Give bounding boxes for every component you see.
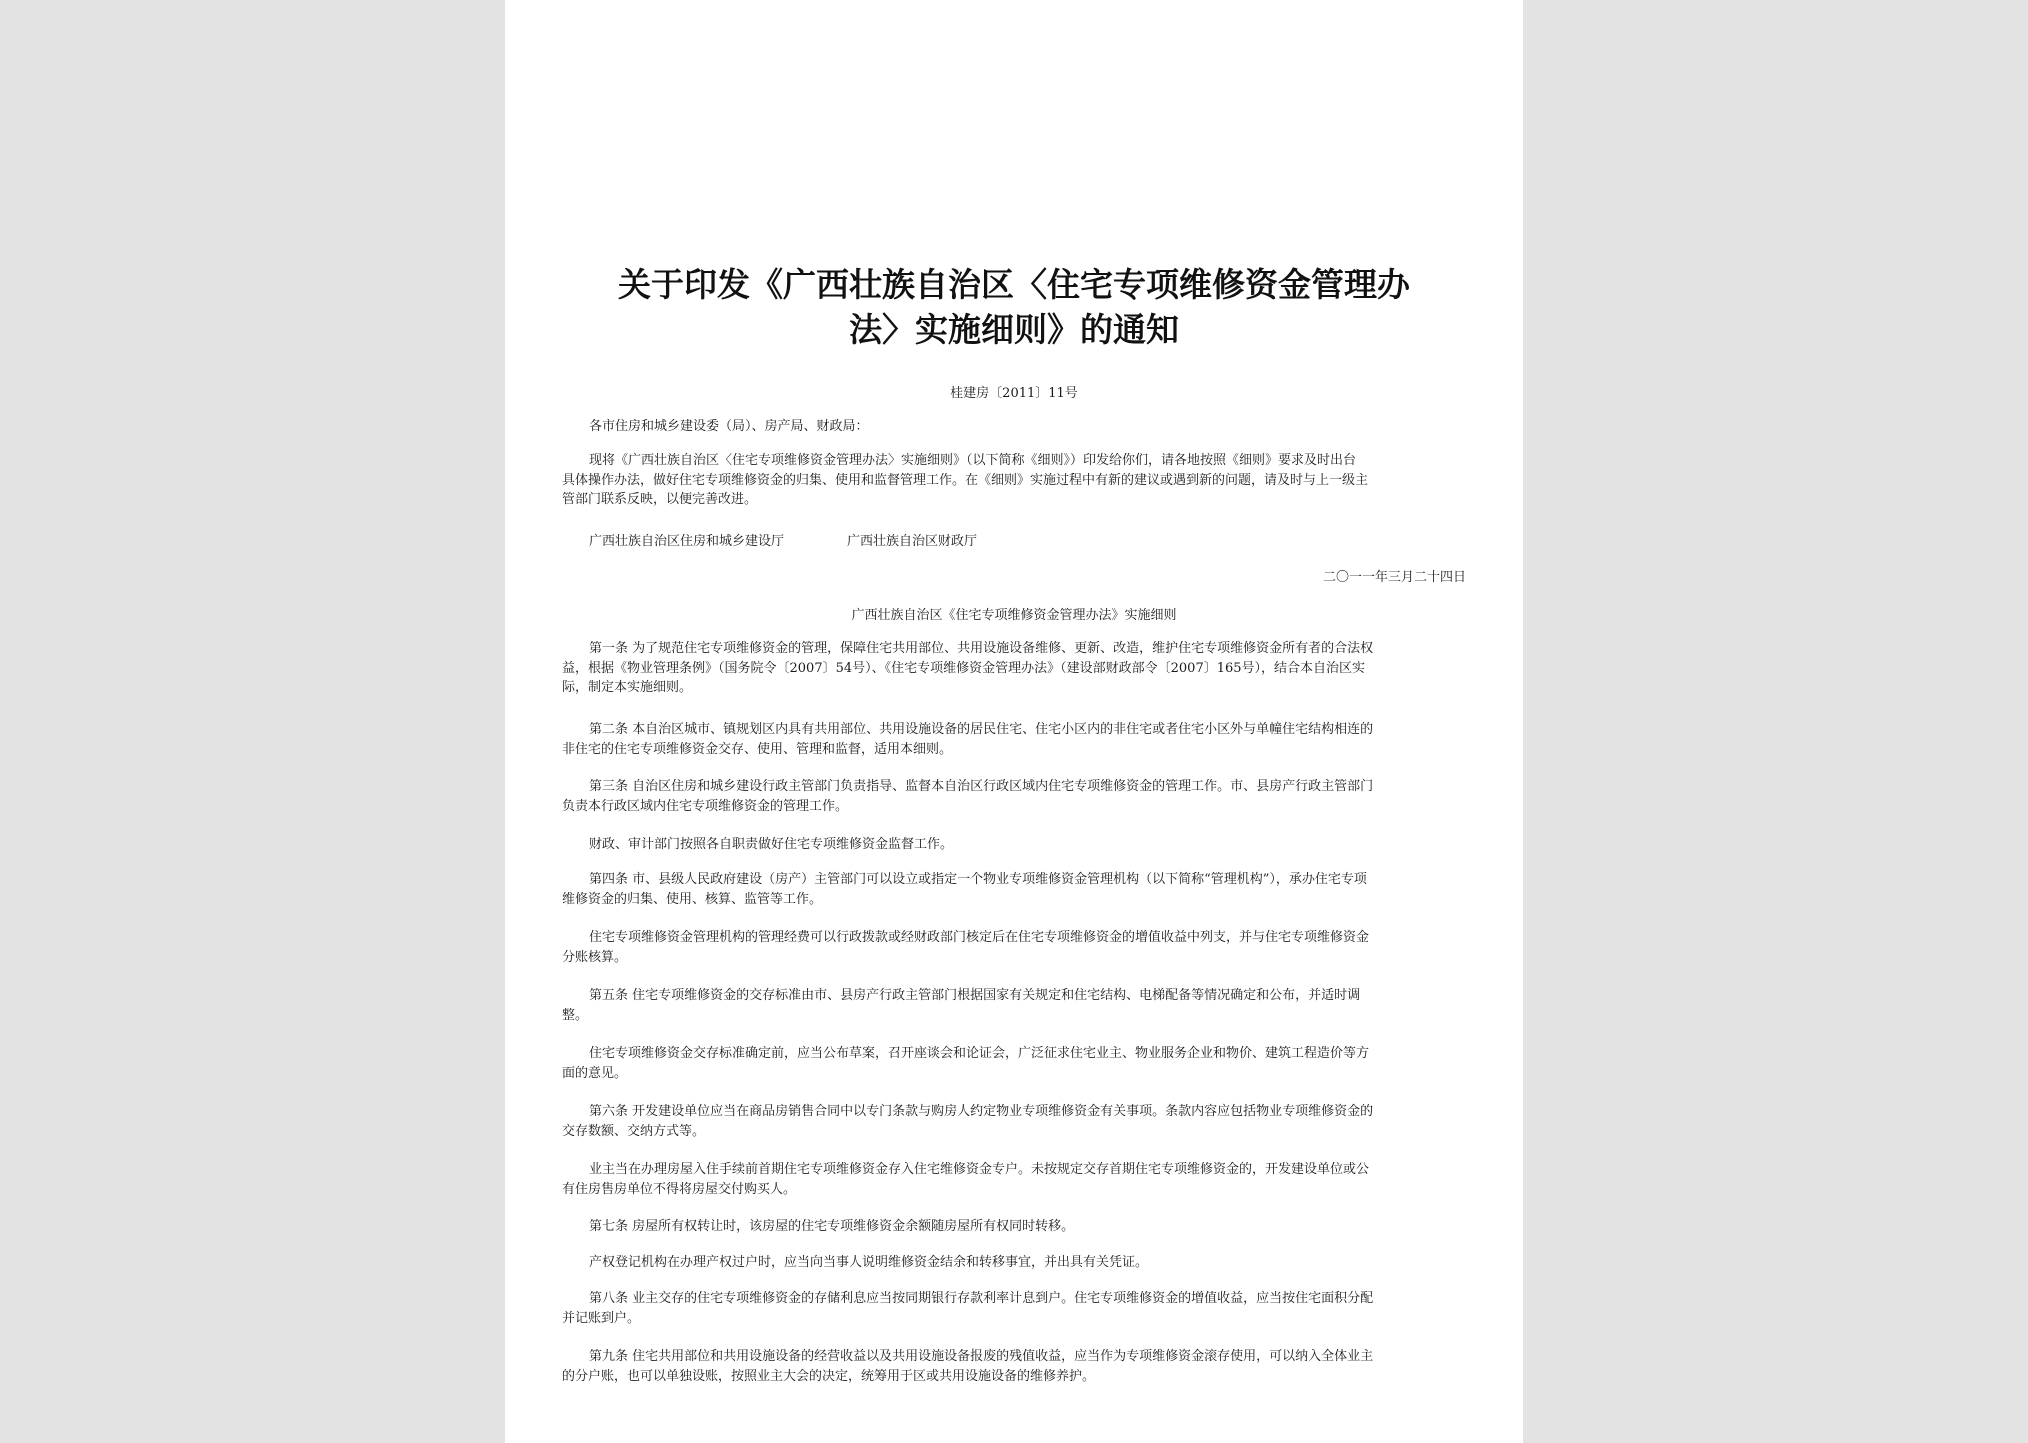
document-number: 桂建房〔2011〕11号 (950, 386, 1078, 401)
text-line: 第三条 自治区住房和城乡建设行政主管部门负责指导、监督本自治区行政区域内住宅专项维修资金的管理工作。市、县房产行政主管部门 (589, 779, 1374, 794)
article-paragraph (562, 1160, 1462, 1199)
text-line: 交存数额、交纳方式等。 (562, 1123, 706, 1139)
text-line: 第二条 本自治区城市、镇规划区内具有共用部位、共用设施设备的居民住宅、住宅小区内的非住宅或者住宅小区外与单幢住宅结构相连的 (589, 722, 1374, 737)
issue-date: 二〇一一年三月二十四日 (1322, 570, 1466, 585)
title-line: 关于印发《广西壮族自治区〈住宅专项维修资金管理办 (618, 265, 1410, 304)
article-paragraph (562, 1044, 1462, 1083)
issuer-finance-department: 广西壮族自治区财政厅 (847, 534, 978, 549)
article-paragraph (562, 1347, 1462, 1386)
text-line: 财政、审计部门按照各自职责做好住宅专项维修资金监督工作。 (589, 837, 954, 852)
text-line: 维修资金的归集、使用、核算、监管等工作。 (562, 891, 823, 907)
text-line: 第九条 住宅共用部位和共用设施设备的经营收益以及共用设施设备报废的残值收益，应当作为专项维修资金滚存使用，可以纳入全体业主 (589, 1349, 1374, 1364)
text-line: 负责本行政区域内住宅专项维修资金的管理工作。 (562, 798, 849, 814)
text-line: 整。 (562, 1007, 589, 1023)
text-line: 有住房售房单位不得将房屋交付购买人。 (562, 1181, 797, 1197)
article-paragraph (562, 1102, 1462, 1141)
article-paragraph (562, 1217, 1462, 1237)
article-paragraph (562, 639, 1462, 698)
text-line: 第八条 业主交存的住宅专项维修资金的存储利息应当按同期银行存款利率计息到户。住宅专项维修资金的增值收益，应当按住宅面积分配 (589, 1291, 1374, 1306)
text-line: 具体操作办法，做好住宅专项维修资金的归集、使用和监督管理工作。在《细则》实施过程中有新的建议或遇到新的问题，请及时与上一级主 (562, 472, 1369, 488)
document-page (505, 0, 1523, 1443)
text-line: 第五条 住宅专项维修资金的交存标准由市、县房产行政主管部门根据国家有关规定和住宅结构、电梯配备等情况确定和公布，并适时调 (589, 988, 1361, 1003)
article-paragraph (562, 720, 1462, 759)
regulation-subtitle: 广西壮族自治区《住宅专项维修资金管理办法》实施细则 (851, 608, 1177, 623)
article-paragraph (562, 928, 1462, 967)
text-line: 非住宅的住宅专项维修资金交存、使用、管理和监督，适用本细则。 (562, 741, 953, 757)
text-line: 分账核算。 (562, 949, 628, 965)
article-paragraph (562, 835, 1462, 855)
addressee: 各市住房和城乡建设委（局）、房产局、财政局： (589, 419, 869, 434)
article-paragraph (562, 986, 1462, 1025)
text-line: 益，根据《物业管理条例》（国务院令〔2007〕54号）、《住宅专项维修资金管理办法》（建设部财政部令〔2007〕165号），结合本自治区实 (562, 660, 1366, 676)
issuer-housing-department: 广西壮族自治区住房和城乡建设厅 (589, 534, 785, 549)
article-paragraph (562, 1289, 1462, 1328)
intro-paragraph (562, 451, 1462, 510)
text-line: 现将《广西壮族自治区〈住宅专项维修资金管理办法〉实施细则》（以下简称《细则》）印发给你们，请各地按照《细则》要求及时出台 (589, 453, 1357, 468)
text-line: 并记账到户。 (562, 1310, 641, 1326)
text-line: 第一条 为了规范住宅专项维修资金的管理，保障住宅共用部位、共用设施设备维修、更新、改造，维护住宅专项维修资金所有者的合法权 (589, 641, 1374, 656)
text-line: 住宅专项维修资金交存标准确定前，应当公布草案，召开座谈会和论证会，广泛征求住宅业主、物业服务企业和物价、建筑工程造价等方 (589, 1046, 1370, 1061)
text-line: 面的意见。 (562, 1065, 628, 1081)
text-line: 管部门联系反映，以便完善改进。 (562, 492, 758, 507)
article-paragraph (562, 777, 1462, 816)
text-line: 第六条 开发建设单位应当在商品房销售合同中以专门条款与购房人约定物业专项维修资金有关事项。条款内容应包括物业专项维修资金的 (589, 1104, 1374, 1119)
text-line: 产权登记机构在办理产权过户时，应当向当事人说明维修资金结余和转移事宜，并出具有关凭证。 (589, 1255, 1149, 1270)
text-line: 第七条 房屋所有权转让时，该房屋的住宅专项维修资金余额随房屋所有权同时转移。 (589, 1219, 1075, 1234)
article-paragraph (562, 1253, 1462, 1273)
text-line: 第四条 市、县级人民政府建设（房产）主管部门可以设立或指定一个物业专项维修资金管理机构（以下简称“管理机构”），承办住宅专项 (589, 872, 1367, 887)
text-line: 际，制定本实施细则。 (562, 680, 693, 695)
article-paragraph (562, 870, 1462, 909)
text-line: 的分户账，也可以单独设账，按照业主大会的决定，统筹用于区或共用设施设备的维修养护。 (562, 1368, 1096, 1384)
text-line: 住宅专项维修资金管理机构的管理经费可以行政拨款或经财政部门核定后在住宅专项维修资金的增值收益中列支，并与住宅专项维修资金 (589, 930, 1370, 945)
document-title (505, 262, 1523, 352)
title-line: 法〉实施细则》的通知 (849, 310, 1179, 349)
text-line: 业主当在办理房屋入住手续前首期住宅专项维修资金存入住宅维修资金专户。未按规定交存首期住宅专项维修资金的，开发建设单位或公 (589, 1162, 1370, 1177)
